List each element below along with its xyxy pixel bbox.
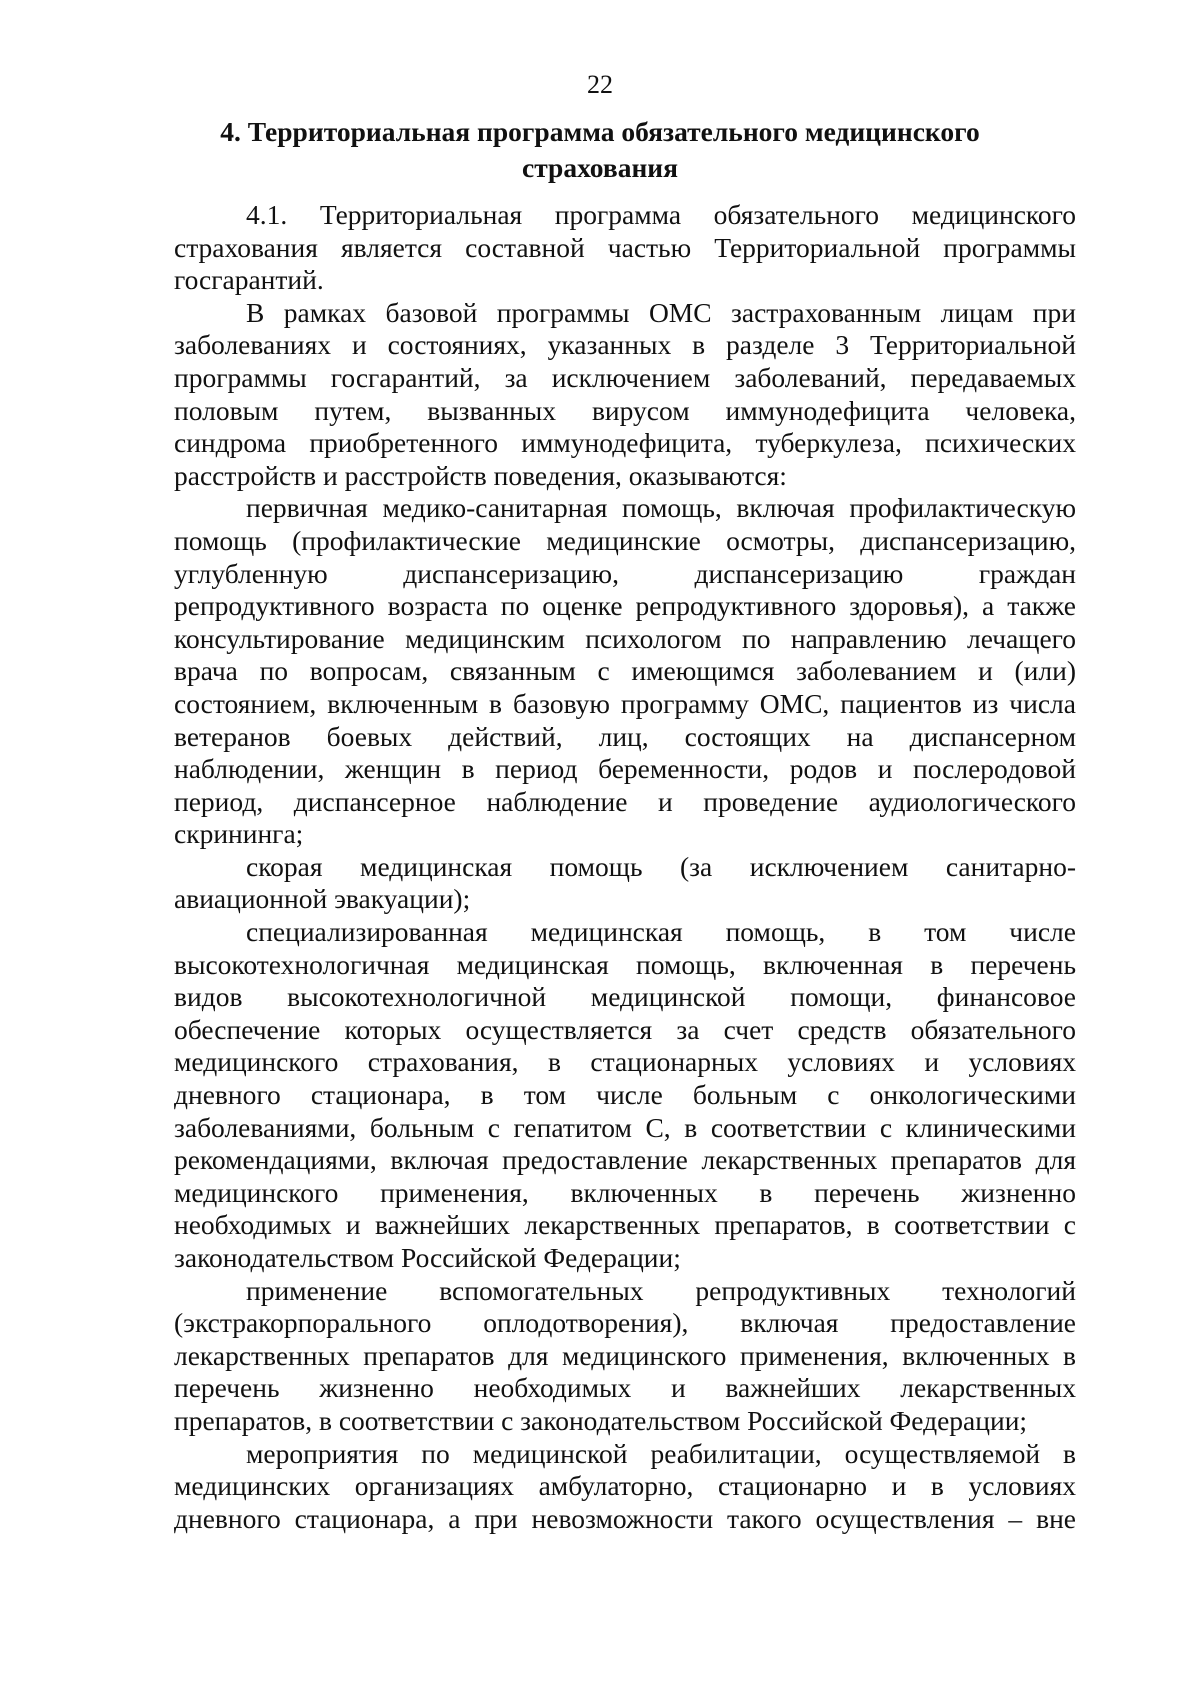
text-line: репродуктивного возраста по оценке репродуктивного здоровья), а также <box>174 590 1076 622</box>
text-line: медицинского применения, включенных в перечень жизненно <box>174 1176 1076 1208</box>
text-line: наблюдении, женщин в период беременности, родов и послеродовой <box>174 753 1076 785</box>
text-line: дневного стационара, в том числе больным с онкологическими <box>174 1079 1076 1111</box>
section-heading-line-2: страхования <box>521 152 679 183</box>
text-line: заболеваниями, больным с гепатитом С, в соответствии с клиническими <box>174 1111 1076 1143</box>
paragraph <box>174 1275 1076 1438</box>
document-body <box>174 199 1076 1535</box>
text-line: расстройств и расстройств поведения, оказываются: <box>174 459 787 491</box>
text-line: первичная медико-санитарная помощь, включая профилактическую <box>246 492 1076 524</box>
paragraph <box>174 1438 1076 1536</box>
text-line: программы госгарантий, за исключением заболеваний, передаваемых <box>174 361 1076 393</box>
text-line: рекомендациями, включая предоставление лекарственных препаратов для <box>174 1144 1076 1176</box>
text-line: ветеранов боевых действий, лиц, состоящих на диспансерном <box>174 720 1076 752</box>
paragraph <box>174 916 1076 1275</box>
text-line: консультирование медицинским психологом по направлению лечащего <box>174 622 1076 654</box>
text-line: медицинских организациях амбулаторно, стационарно и в условиях <box>174 1470 1076 1502</box>
paragraph <box>174 297 1076 493</box>
text-line: помощь (профилактические медицинские осмотры, диспансеризацию, <box>174 524 1076 556</box>
text-line: медицинского страхования, в стационарных условиях и условиях <box>174 1046 1076 1078</box>
text-line: скрининга; <box>174 818 304 850</box>
section-heading-line-1: 4. Территориальная программа обязательного медицинского <box>220 116 980 147</box>
text-line: страхования является составной частью Территориальной программы <box>174 231 1076 263</box>
text-line: законодательством Российской Федерации; <box>174 1242 681 1273</box>
paragraph <box>174 851 1076 916</box>
text-line: мероприятия по медицинской реабилитации, осуществляемой в <box>246 1437 1076 1469</box>
text-line: синдрома приобретенного иммунодефицита, туберкулеза, психических <box>174 427 1076 459</box>
text-line: дневного стационара, а при невозможности такого осуществления – вне <box>174 1502 1076 1534</box>
text-line: половым путем, вызванных вирусом иммунодефицита человека, <box>174 394 1076 426</box>
text-line: углубленную диспансеризацию, диспансеризацию граждан <box>174 557 1076 589</box>
text-line: 4.1. Территориальная программа обязательного медицинского <box>246 199 1076 230</box>
text-line: скорая медицинская помощь (за исключением санитарно- <box>246 850 1076 882</box>
text-line: (экстракорпорального оплодотворения), включая предоставление <box>174 1307 1076 1339</box>
text-line: состоянием, включенным в базовую программу ОМС, пациентов из числа <box>174 687 1076 719</box>
text-line: видов высокотехнологичной медицинской помощи, финансовое <box>174 981 1076 1013</box>
section-heading <box>160 114 1040 186</box>
text-line: применение вспомогательных репродуктивных технологий <box>246 1274 1076 1306</box>
text-line: госгарантий. <box>174 264 324 296</box>
text-line: В рамках базовой программы ОМС застрахованным лицам при <box>246 296 1076 328</box>
text-line: обеспечение которых осуществляется за счет средств обязательного <box>174 1013 1076 1045</box>
text-line: заболеваниях и состояниях, указанных в разделе 3 Территориальной <box>174 329 1076 361</box>
text-line: высокотехнологичная медицинская помощь, включенная в перечень <box>174 948 1076 980</box>
text-line: перечень жизненно необходимых и важнейших лекарственных <box>174 1372 1076 1404</box>
text-line: период, диспансерное наблюдение и проведение аудиологического <box>174 785 1076 817</box>
text-line: врача по вопросам, связанным с имеющимся заболеванием и (или) <box>174 655 1076 687</box>
page-number: 22 <box>587 70 613 99</box>
text-line: необходимых и важнейших лекарственных препаратов, в соответствии с <box>174 1209 1076 1241</box>
text-line: препаратов, в соответствии с законодательством Российской Федерации; <box>174 1404 1028 1436</box>
text-line: лекарственных препаратов для медицинского применения, включенных в <box>174 1339 1076 1371</box>
paragraph <box>174 492 1076 851</box>
paragraph <box>174 199 1076 297</box>
text-line: специализированная медицинская помощь, в том числе <box>246 916 1076 948</box>
text-line: авиационной эвакуации); <box>174 883 471 915</box>
